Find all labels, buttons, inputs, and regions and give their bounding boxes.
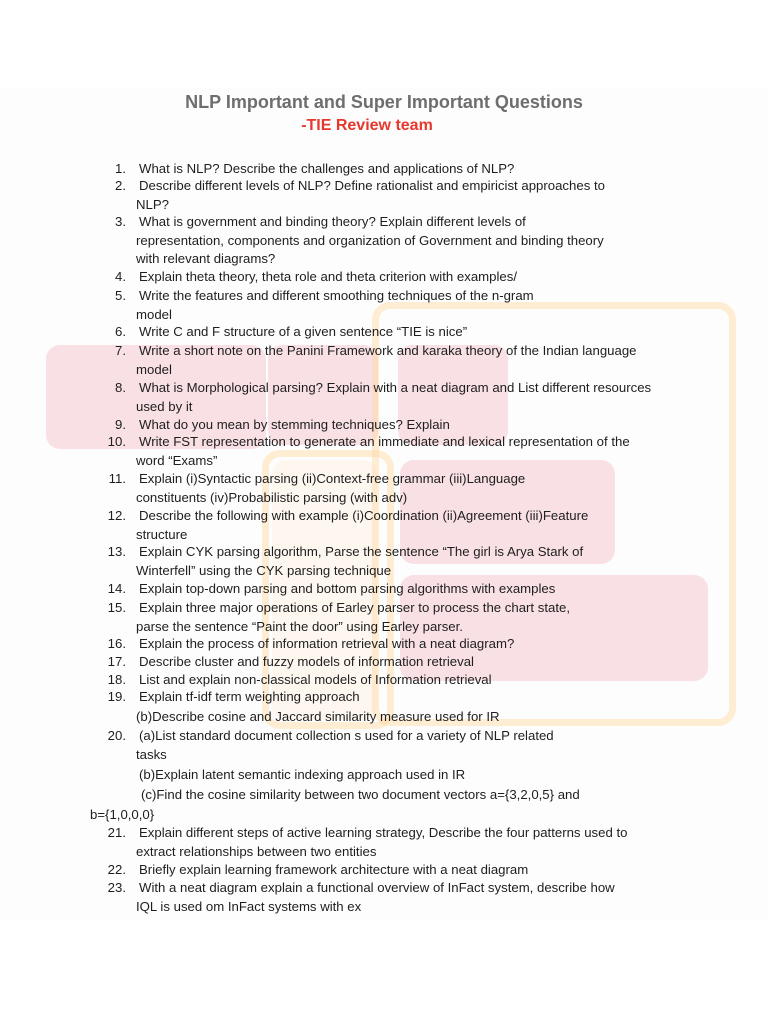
question-number: 10. [107, 434, 126, 449]
question-text-line: Describe cluster and fuzzy models of information retrieval [139, 654, 474, 669]
question-text-line: (a)List standard document collection s used for a variety of NLP related [139, 728, 554, 743]
question-text-line: Write the features and different smoothing techniques of the n-gram [139, 288, 534, 303]
question-text-line: List and explain non-classical models of Information retrieval [139, 672, 492, 687]
question-text-line: NLP? [136, 197, 169, 212]
question-text-line: used by it [136, 398, 193, 414]
question-text-line: What is government and binding theory? Explain different levels of [139, 214, 526, 229]
question-text-line: (b)Explain latent semantic indexing approach used in IR [139, 767, 466, 782]
question-text-line: Explain the process of information retrieval with a neat diagram? [139, 636, 515, 651]
question-text-line: IQL is used om InFact systems with ex [136, 898, 362, 914]
question-number: 12. [107, 508, 126, 523]
question-text-line: Describe the following with example (i)Coordination (ii)Agreement (iii)Feature [139, 508, 589, 523]
question-text-line: constituents (iv)Probabilistic parsing (with adv) [136, 489, 408, 505]
question-text-line: (b)Describe cosine and Jaccard similarity measure used for IR [136, 709, 500, 724]
question-text-line: Explain CYK parsing algorithm, Parse the sentence “The girl is Arya Stark of [139, 544, 584, 559]
question-number: 21. [107, 825, 126, 840]
question-number: 8. [115, 380, 126, 395]
question-number: 6. [115, 324, 126, 339]
question-text-line: Write a short note on the Panini Framework and karaka theory of the Indian language [139, 343, 637, 358]
question-text-line: What is NLP? Describe the challenges and applications of NLP? [139, 161, 515, 176]
question-text-line: What is Morphological parsing? Explain with a neat diagram and List different resources [139, 380, 652, 395]
question-number: 13. [107, 544, 126, 559]
question-text-line: Briefly explain learning framework architecture with a neat diagram [139, 862, 529, 877]
question-text-line: with relevant diagrams? [136, 251, 276, 266]
question-number: 18. [107, 672, 126, 687]
question-number: 1. [115, 161, 126, 176]
question-number: 3. [115, 214, 126, 229]
question-text-line: Explain top-down parsing and bottom parsing algorithms with examples [139, 581, 556, 596]
question-text-line: Explain (i)Syntactic parsing (ii)Context-free grammar (iii)Language [139, 471, 526, 486]
question-text-line: Explain theta theory, theta role and theta criterion with examples/ [139, 269, 518, 284]
question-number: 17. [107, 654, 126, 669]
question-text-line: Write FST representation to generate an immediate and lexical representation of the [139, 434, 630, 449]
question-text-line: b={1,0,0,0} [90, 807, 155, 822]
question-text-line: Write C and F structure of a given sentence “TIE is nice” [139, 324, 468, 339]
question-text-line: With a neat diagram explain a functional overview of InFact system, describe how [139, 880, 615, 895]
question-text-line: model [136, 306, 172, 322]
question-text-line: tasks [136, 747, 167, 762]
question-text-line: What do you mean by stemming techniques? Explain [139, 417, 450, 432]
question-text-line: extract relationships between two entities [136, 843, 377, 859]
question-number: 11. [108, 471, 126, 486]
question-text-line: Describe different levels of NLP? Define rationalist and empiricist approaches to [139, 178, 605, 193]
question-text-line: (c)Find the cosine similarity between two document vectors a={3,2,0,5} and [141, 787, 580, 802]
question-number: 22. [107, 862, 126, 877]
document-subtitle: -TIE Review team [301, 117, 433, 134]
question-number: 16. [107, 636, 126, 651]
question-number: 19. [107, 689, 126, 704]
question-number: 15. [107, 600, 126, 615]
question-text-line: representation, components and organization of Government and binding theory [136, 232, 604, 248]
question-number: 23. [107, 880, 126, 895]
question-text-line: parse the sentence “Paint the door” using Earley parser. [136, 618, 463, 634]
question-text-line: Explain different steps of active learning strategy, Describe the four patterns used to [139, 825, 628, 840]
question-number: 5. [115, 288, 126, 303]
question-text-line: model [136, 361, 172, 377]
question-number: 4. [115, 269, 126, 284]
question-text-line: Explain tf-idf term weighting approach [139, 689, 360, 704]
question-number: 7. [115, 343, 126, 358]
question-number: 14. [107, 581, 126, 596]
document-title: NLP Important and Super Important Questions [185, 92, 583, 112]
question-text-line: Winterfell” using the CYK parsing technique [136, 562, 392, 578]
question-number: 20. [107, 728, 126, 743]
question-number: 9. [115, 417, 126, 432]
question-number: 2. [115, 178, 126, 193]
question-text-line: Explain three major operations of Earley parser to process the chart state, [139, 600, 571, 615]
question-text-line: word “Exams” [136, 452, 218, 468]
question-text-line: structure [136, 526, 188, 542]
